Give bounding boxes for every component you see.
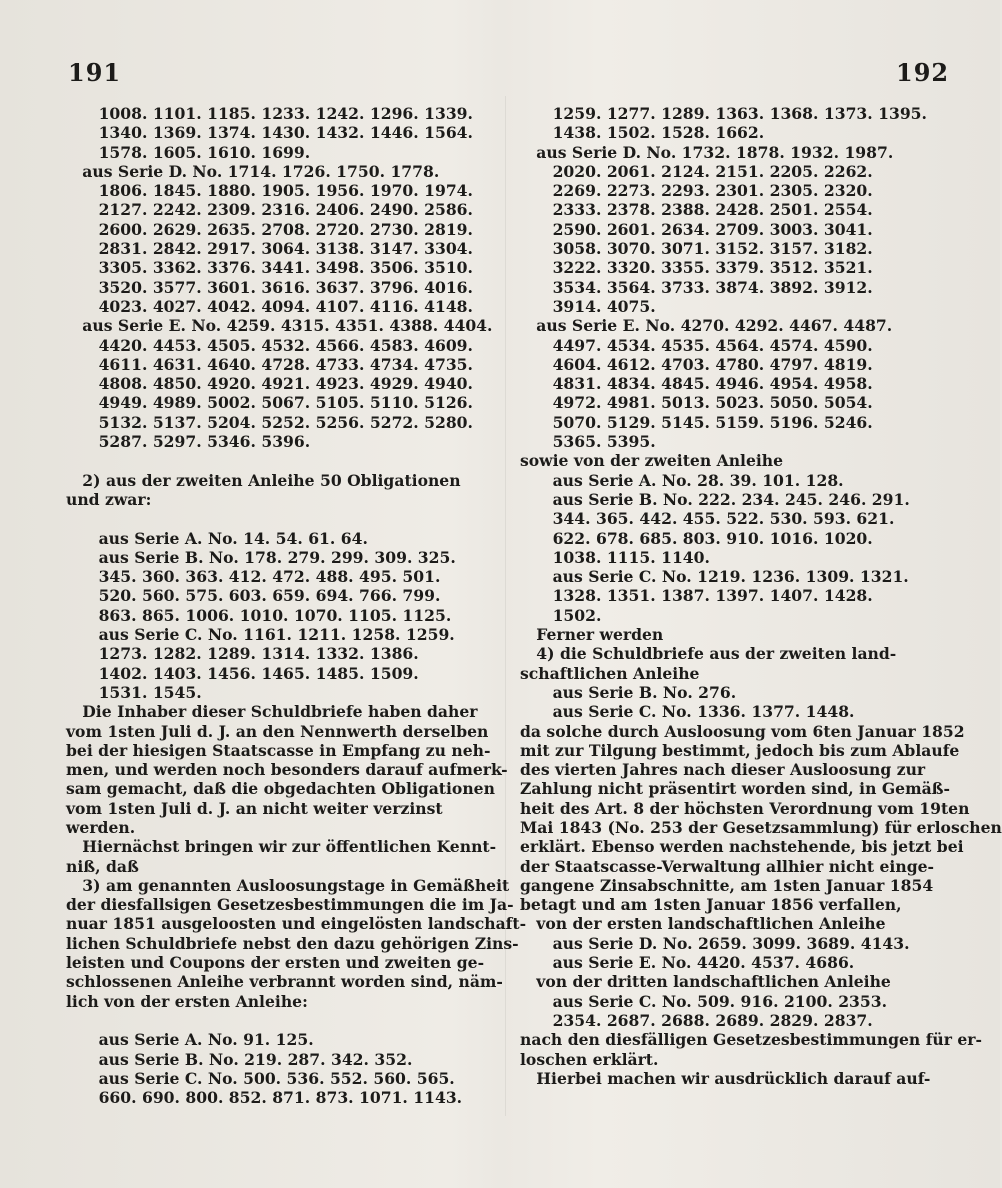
text-line: der Staatscasse-Verwaltung allhier nicht einge-: [520, 856, 934, 876]
text-line: 1531. 1545.: [66, 682, 202, 702]
text-line: 4420. 4453. 4505. 4532. 4566. 4583. 4609.: [66, 335, 473, 355]
text-line: aus Serie A. No. 28. 39. 101. 128.: [520, 470, 844, 490]
text-line: 4949. 4989. 5002. 5067. 5105. 5110. 5126.: [66, 393, 473, 413]
page-number-right: 192: [896, 58, 950, 87]
text-line: 2333. 2378. 2388. 2428. 2501. 2554.: [520, 200, 873, 220]
text-line: 1438. 1502. 1528. 1662.: [520, 123, 765, 143]
text-line: 3058. 3070. 3071. 3152. 3157. 3182.: [520, 239, 873, 259]
text-line: 4808. 4850. 4920. 4921. 4923. 4929. 4940.: [66, 374, 473, 394]
text-line: von der ersten landschaftlichen Anleihe: [520, 914, 886, 934]
text-line: 1502.: [520, 605, 602, 625]
text-line: aus Serie B. No. 222. 234. 245. 246. 291.: [520, 489, 910, 509]
text-line: 2600. 2629. 2635. 2708. 2720. 2730. 2819.: [66, 219, 473, 239]
text-line: 344. 365. 442. 455. 522. 530. 593. 621.: [520, 509, 895, 529]
text-line: Mai 1843 (No. 253 der Gesetzsammlung) für erloschen: [520, 817, 1002, 837]
text-line: [66, 509, 490, 528]
text-line: 5365. 5395.: [520, 432, 656, 452]
text-line: Ferner werden: [520, 625, 664, 645]
text-line: 1259. 1277. 1289. 1363. 1368. 1373. 1395.: [520, 104, 927, 123]
text-line: 4497. 4534. 4535. 4564. 4574. 4590.: [520, 335, 873, 355]
text-line: 4604. 4612. 4703. 4780. 4797. 4819.: [520, 354, 873, 374]
text-line: der diesfallsigen Gesetzesbestimmungen die im Ja-: [66, 895, 514, 915]
text-line: aus Serie C. No. 509. 916. 2100. 2353.: [520, 991, 888, 1011]
text-line: aus Serie C. No. 1336. 1377. 1448.: [520, 702, 855, 722]
text-line: 5287. 5297. 5346. 5396.: [66, 432, 311, 452]
text-line: nuar 1851 ausgeloosten und eingelösten landschaft-: [66, 914, 527, 934]
text-line: men, und werden noch besonders darauf aufmerk-: [66, 760, 508, 780]
text-line: 5070. 5129. 5145. 5159. 5196. 5246.: [520, 412, 873, 432]
text-line: leisten und Coupons der ersten und zweiten ge-: [66, 953, 485, 973]
text-line: aus Serie B. No. 178. 279. 299. 309. 325.: [66, 547, 456, 567]
text-line: aus Serie C. No. 1161. 1211. 1258. 1259.: [66, 625, 455, 645]
text-line: aus Serie A. No. 91. 125.: [66, 1030, 314, 1050]
text-line: 3520. 3577. 3601. 3616. 3637. 3796. 4016.: [66, 277, 473, 297]
text-line: 1008. 1101. 1185. 1233. 1242. 1296. 1339.: [66, 104, 473, 123]
text-line: Zahlung nicht präsentirt worden sind, in Gemäß-: [520, 779, 951, 799]
text-line: 1806. 1845. 1880. 1905. 1956. 1970. 1974.: [66, 181, 473, 201]
text-line: schlossenen Anleihe verbrannt worden sind, näm-: [66, 972, 503, 992]
text-line: 4972. 4981. 5013. 5023. 5050. 5054.: [520, 393, 873, 413]
page-number-left: 191: [68, 58, 122, 87]
text-line: gangene Zinsabschnitte, am 1sten Januar 1854: [520, 875, 934, 895]
text-line: Hierbei machen wir ausdrücklich darauf auf-: [520, 1068, 931, 1088]
text-line: betagt und am 1sten Januar 1856 verfallen,: [520, 895, 902, 915]
text-line: sam gemacht, daß die obgedachten Obligationen: [66, 779, 495, 799]
text-line: [66, 451, 490, 470]
text-line: 1578. 1605. 1610. 1699.: [66, 142, 311, 162]
text-line: 345. 360. 363. 412. 472. 488. 495. 501.: [66, 567, 441, 587]
text-line: 5132. 5137. 5204. 5252. 5256. 5272. 5280.: [66, 412, 473, 432]
text-line: lich von der ersten Anleihe:: [66, 991, 308, 1011]
right-page-text-column: [520, 104, 1002, 1088]
text-line: mit zur Tilgung bestimmt, jedoch bis zum Ablaufe: [520, 740, 960, 760]
text-line: aus Serie A. No. 14. 54. 61. 64.: [66, 528, 368, 548]
text-line: 4023. 4027. 4042. 4094. 4107. 4116. 4148.: [66, 296, 473, 316]
text-line: aus Serie D. No. 1732. 1878. 1932. 1987.: [520, 142, 894, 162]
text-line: aus Serie B. No. 219. 287. 342. 352.: [66, 1049, 413, 1069]
text-line: aus Serie E. No. 4259. 4315. 4351. 4388. 4404.: [66, 316, 493, 336]
text-line: heit des Art. 8 der höchsten Verordnung vom 19ten: [520, 798, 970, 818]
text-line: 2269. 2273. 2293. 2301. 2305. 2320.: [520, 181, 873, 201]
text-line: 2127. 2242. 2309. 2316. 2406. 2490. 2586.: [66, 200, 473, 220]
text-line: 4831. 4834. 4845. 4946. 4954. 4958.: [520, 374, 873, 394]
text-line: aus Serie E. No. 4420. 4537. 4686.: [520, 953, 855, 973]
text-line: aus Serie E. No. 4270. 4292. 4467. 4487.: [520, 316, 893, 336]
text-line: werden.: [66, 817, 136, 837]
text-line: aus Serie D. No. 1714. 1726. 1750. 1778.: [66, 161, 440, 181]
text-line: nach den diesfälligen Gesetzesbestimmungen für er-: [520, 1030, 982, 1050]
text-line: 1038. 1115. 1140.: [520, 547, 710, 567]
text-line: 3914. 4075.: [520, 296, 656, 316]
text-line: 3534. 3564. 3733. 3874. 3892. 3912.: [520, 277, 873, 297]
text-line: 2020. 2061. 2124. 2151. 2205. 2262.: [520, 161, 873, 181]
text-line: 1402. 1403. 1456. 1465. 1485. 1509.: [66, 663, 419, 683]
text-line: da solche durch Ausloosung vom 6ten Januar 1852: [520, 721, 965, 741]
text-line: vom 1sten Juli d. J. an nicht weiter verzinst: [66, 798, 443, 818]
text-line: 660. 690. 800. 852. 871. 873. 1071. 1143.: [66, 1088, 463, 1108]
text-line: 2) aus der zweiten Anleihe 50 Obligationen: [66, 470, 461, 490]
text-line: 4) die Schuldbriefe aus der zweiten land-: [520, 644, 897, 664]
text-line: Hiernächst bringen wir zur öffentlichen Kennt-: [66, 837, 497, 857]
page-gutter: [505, 96, 506, 1116]
text-line: aus Serie D. No. 2659. 3099. 3689. 4143.: [520, 933, 910, 953]
text-line: Die Inhaber dieser Schuldbriefe haben daher: [66, 702, 478, 722]
text-line: 4611. 4631. 4640. 4728. 4733. 4734. 4735.: [66, 354, 473, 374]
text-line: loschen erklärt.: [520, 1049, 659, 1069]
text-line: schaftlichen Anleihe: [520, 663, 700, 683]
text-line: 1340. 1369. 1374. 1430. 1432. 1446. 1564.: [66, 123, 473, 143]
left-page-text-column: [66, 104, 527, 1108]
text-line: bei der hiesigen Staatscasse in Empfang zu neh-: [66, 740, 491, 760]
text-line: 2354. 2687. 2688. 2689. 2829. 2837.: [520, 1010, 873, 1030]
text-line: und zwar:: [66, 489, 152, 509]
text-line: 2590. 2601. 2634. 2709. 3003. 3041.: [520, 219, 873, 239]
text-line: aus Serie C. No. 1219. 1236. 1309. 1321.: [520, 567, 909, 587]
text-line: aus Serie C. No. 500. 536. 552. 560. 565.: [66, 1068, 455, 1088]
text-line: 2831. 2842. 2917. 3064. 3138. 3147. 3304.: [66, 239, 473, 259]
text-line: 520. 560. 575. 603. 659. 694. 766. 799.: [66, 586, 441, 606]
text-line: 622. 678. 685. 803. 910. 1016. 1020.: [520, 528, 873, 548]
text-line: 1328. 1351. 1387. 1397. 1407. 1428.: [520, 586, 873, 606]
text-line: 3305. 3362. 3376. 3441. 3498. 3506. 3510.: [66, 258, 473, 278]
text-line: 863. 865. 1006. 1010. 1070. 1105. 1125.: [66, 605, 452, 625]
text-line: erklärt. Ebenso werden nachstehende, bis jetzt bei: [520, 837, 964, 857]
text-line: des vierten Jahres nach dieser Ausloosung zur: [520, 760, 926, 780]
text-line: 1273. 1282. 1289. 1314. 1332. 1386.: [66, 644, 419, 664]
text-line: [66, 1011, 490, 1030]
text-line: von der dritten landschaftlichen Anleihe: [520, 972, 891, 992]
text-line: vom 1sten Juli d. J. an den Nennwerth derselben: [66, 721, 489, 741]
text-line: lichen Schuldbriefe nebst den dazu gehörigen Zins-: [66, 933, 519, 953]
text-line: aus Serie B. No. 276.: [520, 682, 737, 702]
text-line: 3) am genannten Ausloosungstage in Gemäßheit: [66, 875, 510, 895]
text-line: sowie von der zweiten Anleihe: [520, 451, 784, 471]
text-line: 3222. 3320. 3355. 3379. 3512. 3521.: [520, 258, 873, 278]
text-line: niß, daß: [66, 856, 139, 876]
